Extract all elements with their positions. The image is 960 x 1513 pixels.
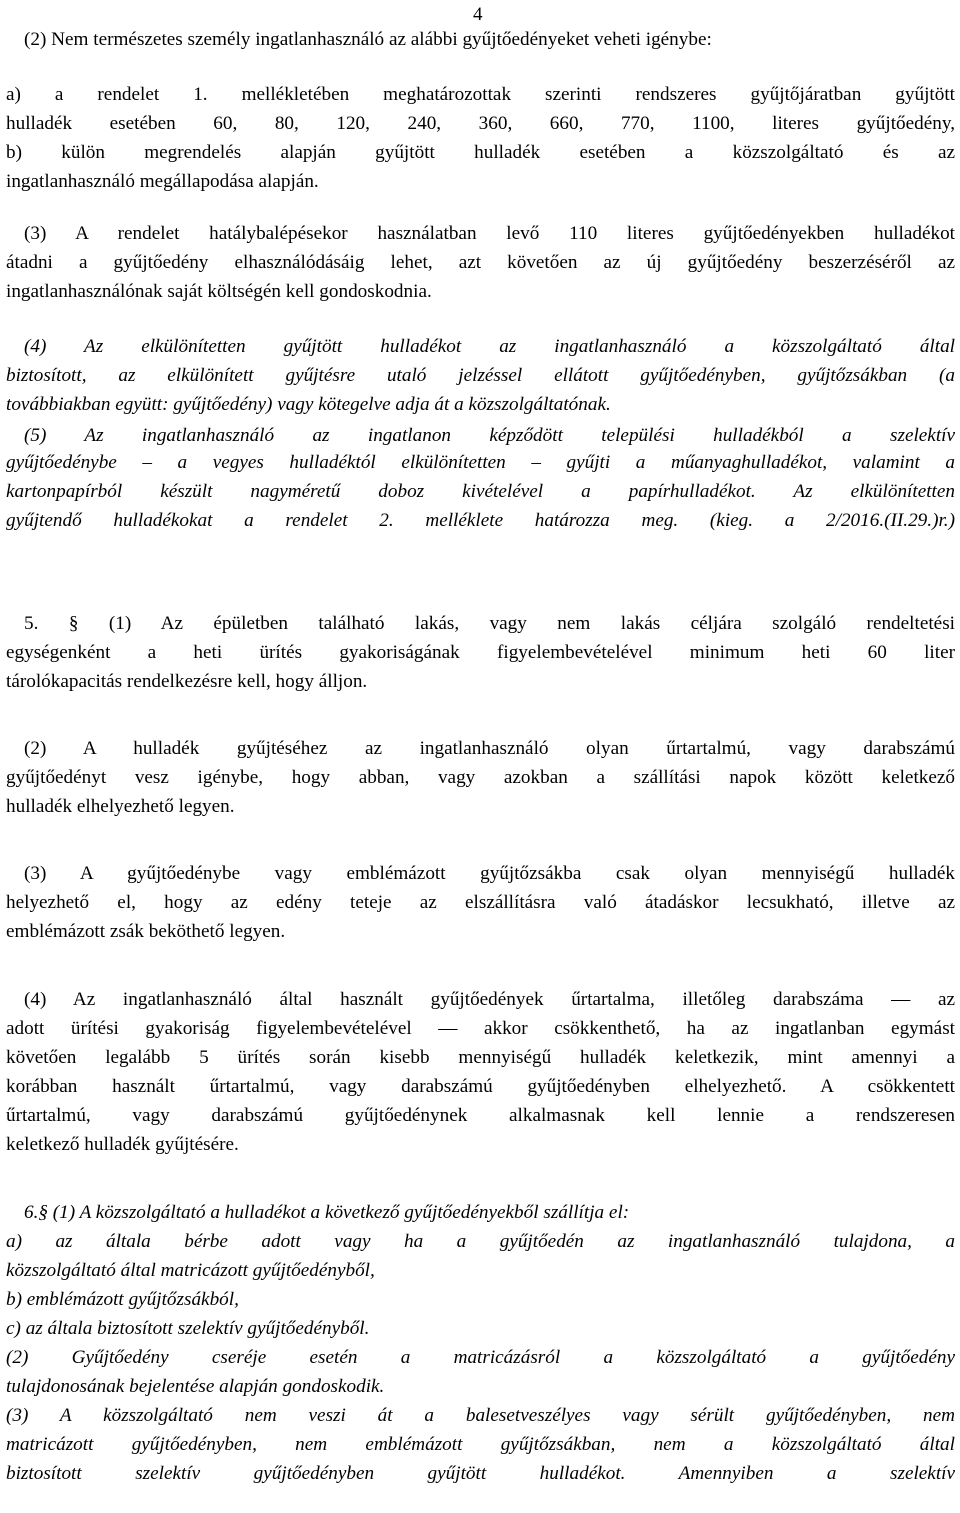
text-line: közszolgáltató által matricázott gyűjtőedényből, <box>6 1260 375 1281</box>
text-line: ingatlanhasználónak saját költségén kell gondoskodnia. <box>6 281 432 302</box>
text-line: keletkező hulladék gyűjtésére. <box>6 1134 239 1155</box>
text-line: 6.§ (1) A közszolgáltató a hulladékot a következő gyűjtőedényekből szállítja el: <box>24 1202 630 1223</box>
text-line: követően legalább 5 ürítés során kisebb mennyiségű hulladék keletkezik, mint amennyi a <box>6 1047 955 1068</box>
page-number: 4 <box>473 4 483 25</box>
text-line: (2) A hulladék gyűjtéséhez az ingatlanhasználó olyan űrtartalmú, vagy darabszámú <box>24 738 955 759</box>
text-line: korábban használt űrtartalmú, vagy darabszámú gyűjtőedényben elhelyezhető. A csökkentett <box>6 1076 955 1097</box>
text-line: egységenként a heti ürítés gyakoriságának figyelembevételével minimum heti 60 liter <box>6 642 955 663</box>
text-line: tulajdonosának bejelentése alapján gondoskodik. <box>6 1376 385 1397</box>
text-line: (4) Az elkülönítetten gyűjtött hulladékot az ingatlanhasználó a közszolgáltató által <box>24 336 955 357</box>
text-line: helyezhető el, hogy az edény teteje az elszállításra való átadáskor lecsukható, illetve az <box>6 892 955 913</box>
text-line: biztosított, az elkülönített gyűjtésre utaló jelzéssel ellátott gyűjtőedényben, gyűjtőzsákban (a <box>6 365 955 386</box>
text-line: űrtartalmú, vagy darabszámú gyűjtőedénynek alkalmasnak kell lennie a rendszeresen <box>6 1105 955 1126</box>
text-line: a) a rendelet 1. mellékletében meghatározottak szerinti rendszeres gyűjtőjáratban gyűjtött <box>6 84 955 105</box>
text-line: ingatlanhasználó megállapodása alapján. <box>6 171 319 192</box>
text-line: (2) Nem természetes személy ingatlanhasználó az alábbi gyűjtőedényeket veheti igénybe: <box>24 29 712 50</box>
text-line: (3) A közszolgáltató nem veszi át a balesetveszélyes vagy sérült gyűjtőedényben, nem <box>6 1405 955 1426</box>
text-line: matricázott gyűjtőedényben, nem emblémázott gyűjtőzsákban, nem a közszolgáltató által <box>6 1434 955 1455</box>
text-line: b) külön megrendelés alapján gyűjtött hulladék esetében a közszolgáltató és az <box>6 142 955 163</box>
text-line: gyűjtőedényt vesz igénybe, hogy abban, vagy azokban a szállítási napok között keletkező <box>6 767 955 788</box>
text-line: hulladék elhelyezhető legyen. <box>6 796 235 817</box>
text-line: b) emblémázott gyűjtőzsákból, <box>6 1289 239 1310</box>
text-line: gyűjtőedénybe – a vegyes hulladéktól elkülönítetten – gyűjti a műanyaghulladékot, valamint a <box>6 452 955 473</box>
text-line: biztosított szelektív gyűjtőedényben gyűjtött hulladékot. Amennyiben a szelektív <box>6 1463 955 1484</box>
text-line: c) az általa biztosított szelektív gyűjtőedényből. <box>6 1318 370 1339</box>
text-line: emblémázott zsák beköthető legyen. <box>6 921 286 942</box>
text-line: továbbiakban együtt: gyűjtőedény) vagy kötegelve adja át a közszolgáltatónak. <box>6 394 611 415</box>
text-line: (4) Az ingatlanhasználó által használt gyűjtőedények űrtartalma, illetőleg darabszáma — az <box>24 989 955 1010</box>
text-line: adott ürítési gyakoriság figyelembevételével — akkor csökkenthető, ha az ingatlanban egymást <box>6 1018 955 1039</box>
text-line: (3) A gyűjtőedénybe vagy emblémázott gyűjtőzsákba csak olyan mennyiségű hulladék <box>24 863 955 884</box>
text-line: (5) Az ingatlanhasználó az ingatlanon képződött települési hulladékból a szelektív <box>24 425 955 446</box>
text-line: (2) Gyűjtőedény cseréje esetén a matricázásról a közszolgáltató a gyűjtőedény <box>6 1347 955 1368</box>
text-line: hulladék esetében 60, 80, 120, 240, 360, 660, 770, 1100, literes gyűjtőedény, <box>6 113 955 134</box>
text-line: tárolókapacitás rendelkezésre kell, hogy álljon. <box>6 671 368 692</box>
text-line: gyűjtendő hulladékokat a rendelet 2. melléklete határozza meg. (kieg. a 2/2016.(II.29.)r.) <box>6 510 955 531</box>
text-line: kartonpapírból készült nagyméretű doboz kivételével a papírhulladékot. Az elkülönítetten <box>6 481 955 502</box>
text-line: átadni a gyűjtőedény elhasználódásáig lehet, azt követően az új gyűjtőedény beszerzéséről az <box>6 252 955 273</box>
text-line: 5. § (1) Az épületben található lakás, vagy nem lakás céljára szolgáló rendeltetési <box>24 613 955 634</box>
text-line: (3) A rendelet hatálybalépésekor használatban levő 110 literes gyűjtőedényekben hulladékot <box>24 223 955 244</box>
text-line: a) az általa bérbe adott vagy ha a gyűjtőedén az ingatlanhasználó tulajdona, a <box>6 1231 955 1252</box>
